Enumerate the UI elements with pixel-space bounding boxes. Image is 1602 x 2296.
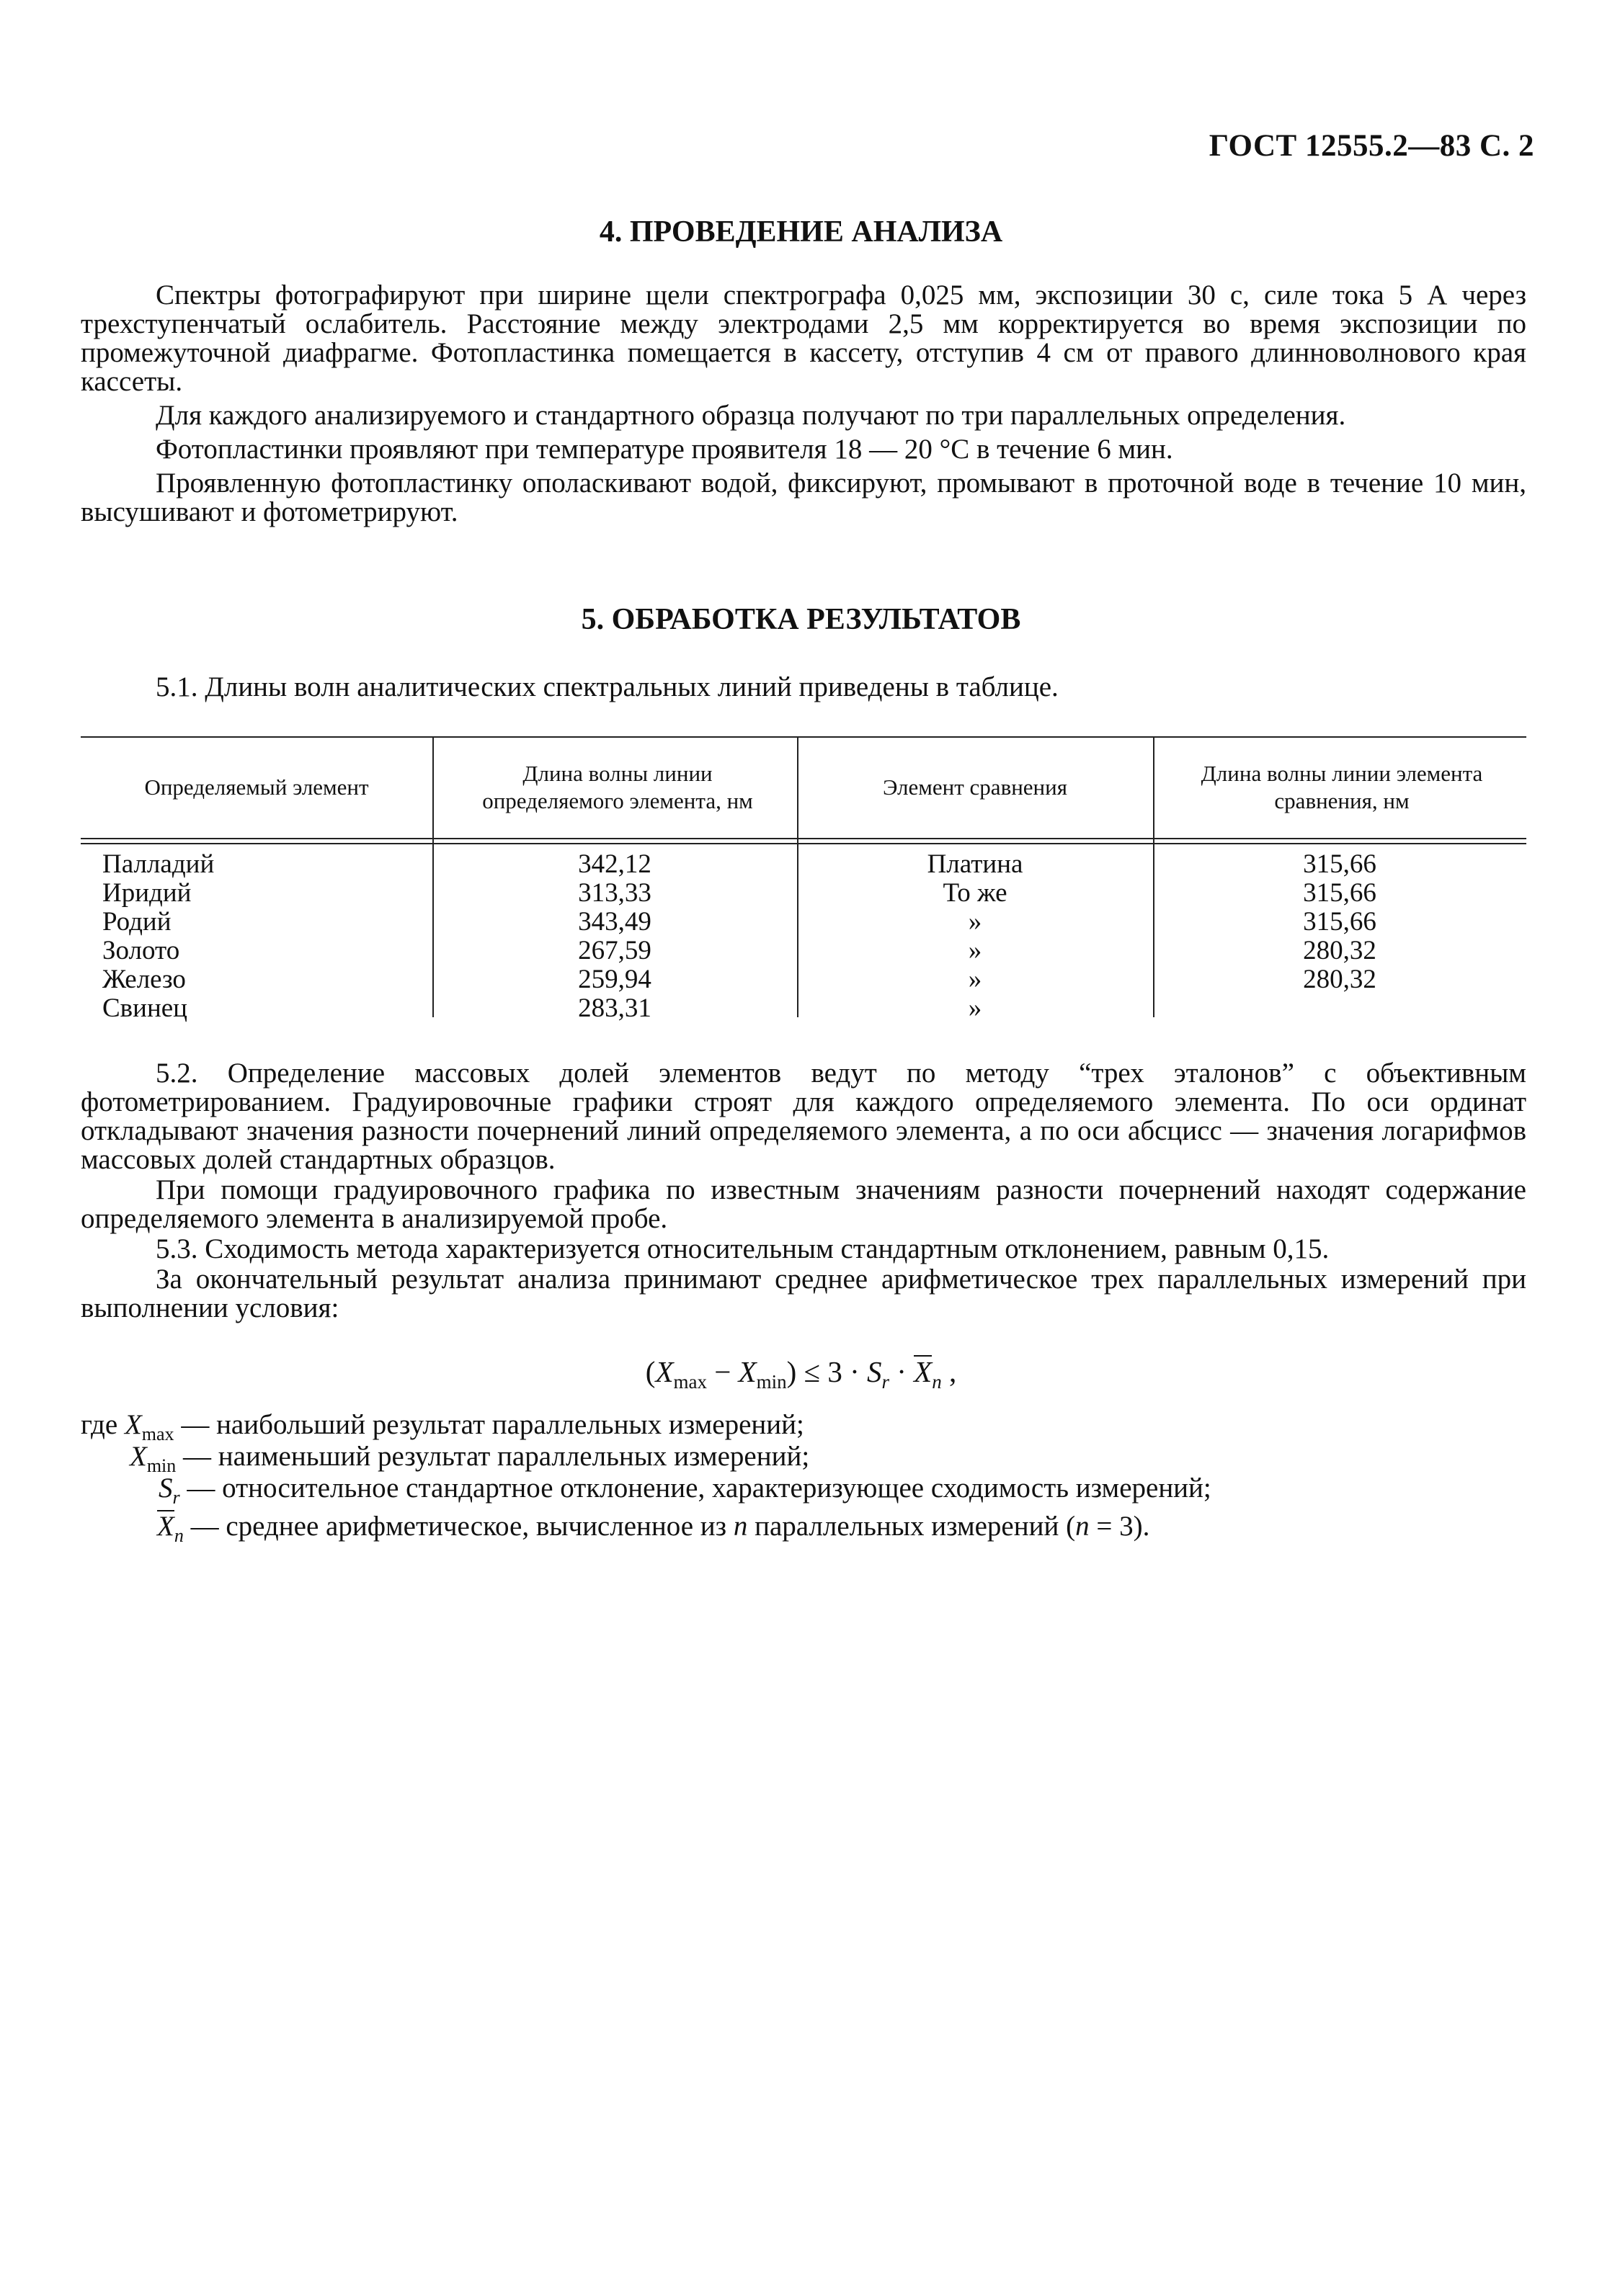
table-cell: Железо bbox=[102, 965, 186, 994]
formula-part: · bbox=[889, 1355, 915, 1388]
definition-text: — среднее арифметическое, вычисленное из bbox=[183, 1511, 734, 1542]
table-cell: 259,94 bbox=[578, 965, 651, 994]
table-cell: 315,66 bbox=[1303, 878, 1376, 908]
table-cell: » bbox=[968, 993, 982, 1023]
formula-definitions bbox=[81, 1409, 1526, 1546]
table-cell: Палладий bbox=[102, 849, 215, 879]
paragraph: Для каждого анализируемого и стандартного образца получают по три параллельных определения. bbox=[156, 400, 1346, 431]
table-cell: 280,32 bbox=[1303, 965, 1376, 994]
paragraph: Проявленную фотопластинку ополаскивают водой, фиксируют, промывают в проточной воде в течение 10 мин, высушивают и фотометрируют. bbox=[81, 468, 1526, 527]
table-cell: 315,66 bbox=[1303, 849, 1376, 879]
symbol: X bbox=[157, 1511, 174, 1542]
paragraph: При помощи градуировочного графика по известным значениям разности почернений находят содержание определяемого элемента в анализируемой пробе. bbox=[81, 1174, 1526, 1234]
definition-xmax bbox=[81, 1409, 1526, 1444]
section-4-heading: 4. ПРОВЕДЕНИЕ АНАЛИЗА bbox=[599, 215, 1003, 249]
symbol-subscript: max bbox=[141, 1423, 174, 1444]
convergence-formula bbox=[0, 1354, 1602, 1393]
table-header-cell: Длина волны линии определяемого элемента, нм bbox=[482, 760, 753, 813]
symbol: X bbox=[130, 1441, 147, 1472]
paragraph: 5.1. Длины волн аналитических спектральных линий приведены в таблице. bbox=[156, 671, 1059, 702]
table-header-rule bbox=[81, 838, 1526, 839]
paragraph: Спектры фотографируют при ширине щели спектрографа 0,025 мм, экспозиции 30 с, силе тока 5 А через трехступенчатый ослабитель. Расстояние между электродами 2,5 мм корректируется во время экспозиции по промежуточной диафрагме. Фотопластинка помещается в кассету, отступив 4 см от правого длинноволнового края кассеты. bbox=[81, 280, 1526, 397]
formula-part: ( bbox=[645, 1355, 656, 1388]
table-cell: То же bbox=[943, 878, 1007, 908]
formula-part: − bbox=[706, 1355, 739, 1388]
definition-text: = 3). bbox=[1089, 1511, 1150, 1542]
table-cell: 343,49 bbox=[578, 907, 651, 937]
section-4-body bbox=[81, 281, 1526, 527]
table-column-reference bbox=[797, 850, 1153, 1023]
symbol-subscript: r bbox=[172, 1486, 180, 1508]
section-5-body bbox=[81, 1059, 1526, 1323]
table-cell: 315,66 bbox=[1303, 907, 1376, 937]
symbol: S bbox=[159, 1473, 173, 1504]
table-cell: Иридий bbox=[102, 878, 192, 908]
table-cell: 267,59 bbox=[578, 936, 651, 965]
definition-text: — наибольший результат параллельных измерений; bbox=[174, 1409, 804, 1440]
paragraph: За окончательный результат анализа принимают среднее арифметическое трех параллельных измерений при выполнении условия: bbox=[81, 1264, 1526, 1323]
symbol: X bbox=[124, 1409, 142, 1440]
table-cell: » bbox=[968, 907, 982, 937]
paragraph: Фотопластинки проявляют при температуре проявителя 18 — 20 °С в течение 6 мин. bbox=[156, 434, 1173, 465]
symbol: n bbox=[733, 1511, 748, 1542]
definition-sr bbox=[81, 1473, 1526, 1508]
section-5-heading: 5. ОБРАБОТКА РЕЗУЛЬТАТОВ bbox=[581, 603, 1021, 636]
definition-text: — относительное стандартное отклонение, характеризующее сходимость измерений; bbox=[179, 1473, 1211, 1504]
table-cell: Родий bbox=[102, 907, 172, 937]
symbol: n bbox=[1075, 1511, 1090, 1542]
definition-xmin bbox=[81, 1441, 1526, 1476]
table-cell: Платина bbox=[927, 849, 1023, 879]
table-column-ref-wavelength bbox=[1153, 850, 1526, 1023]
table-cell: 280,32 bbox=[1303, 936, 1376, 965]
formula-subscript: max bbox=[673, 1371, 707, 1393]
table-header-cell: Элемент сравнения bbox=[883, 774, 1067, 800]
formula-mean-symbol: X bbox=[914, 1355, 933, 1388]
formula-part: , bbox=[941, 1355, 957, 1388]
table-cell: Свинец bbox=[102, 993, 187, 1023]
table-cell: 283,31 bbox=[578, 993, 651, 1023]
formula-subscript: n bbox=[932, 1371, 942, 1393]
section-5-intro bbox=[81, 673, 1526, 702]
table-header-cell: Длина волны линии элемента сравнения, нм bbox=[1201, 760, 1483, 813]
table-cell: 342,12 bbox=[578, 849, 651, 879]
table-header-rule bbox=[81, 843, 1526, 844]
table-cell: 313,33 bbox=[578, 878, 651, 908]
where-label: где bbox=[81, 1409, 118, 1440]
table-cell: Золото bbox=[102, 936, 180, 965]
formula-part: ) ≤ 3 · bbox=[786, 1355, 867, 1388]
formula-part: S bbox=[866, 1355, 882, 1388]
symbol-subscript: n bbox=[174, 1524, 184, 1546]
paragraph: 5.3. Сходимость метода характеризуется относительным стандартным отклонением, равным 0,15. bbox=[156, 1233, 1330, 1264]
table-cell: » bbox=[968, 965, 982, 994]
running-head: ГОСТ 12555.2—83 С. 2 bbox=[1209, 129, 1534, 163]
definition-text: параллельных измерений ( bbox=[747, 1511, 1076, 1542]
table-column-element bbox=[102, 850, 419, 1023]
formula-part: X bbox=[738, 1355, 757, 1388]
formula-subscript: min bbox=[756, 1371, 787, 1393]
table-cell: » bbox=[968, 936, 982, 965]
table-column-wavelength bbox=[432, 850, 797, 1023]
table-cell bbox=[1153, 994, 1526, 1023]
definition-text: — наименьший результат параллельных измерений; bbox=[176, 1441, 810, 1472]
definition-xn bbox=[81, 1510, 1526, 1546]
symbol-subscript: min bbox=[146, 1455, 177, 1476]
paragraph: 5.2. Определение массовых долей элементов ведут по методу “трех эталонов” с объективным фотометрированием. Градуировочные графики строят для каждого определяемого элемента. По оси ординат откладывают значения разности почернений линий определяемого элемента, а по оси абсцисс — значения логарифмов массовых долей стандартных образцов. bbox=[81, 1058, 1526, 1175]
formula-subscript: r bbox=[881, 1371, 889, 1393]
table-header-cell: Определяемый элемент bbox=[144, 774, 369, 800]
formula-part: X bbox=[655, 1355, 674, 1388]
